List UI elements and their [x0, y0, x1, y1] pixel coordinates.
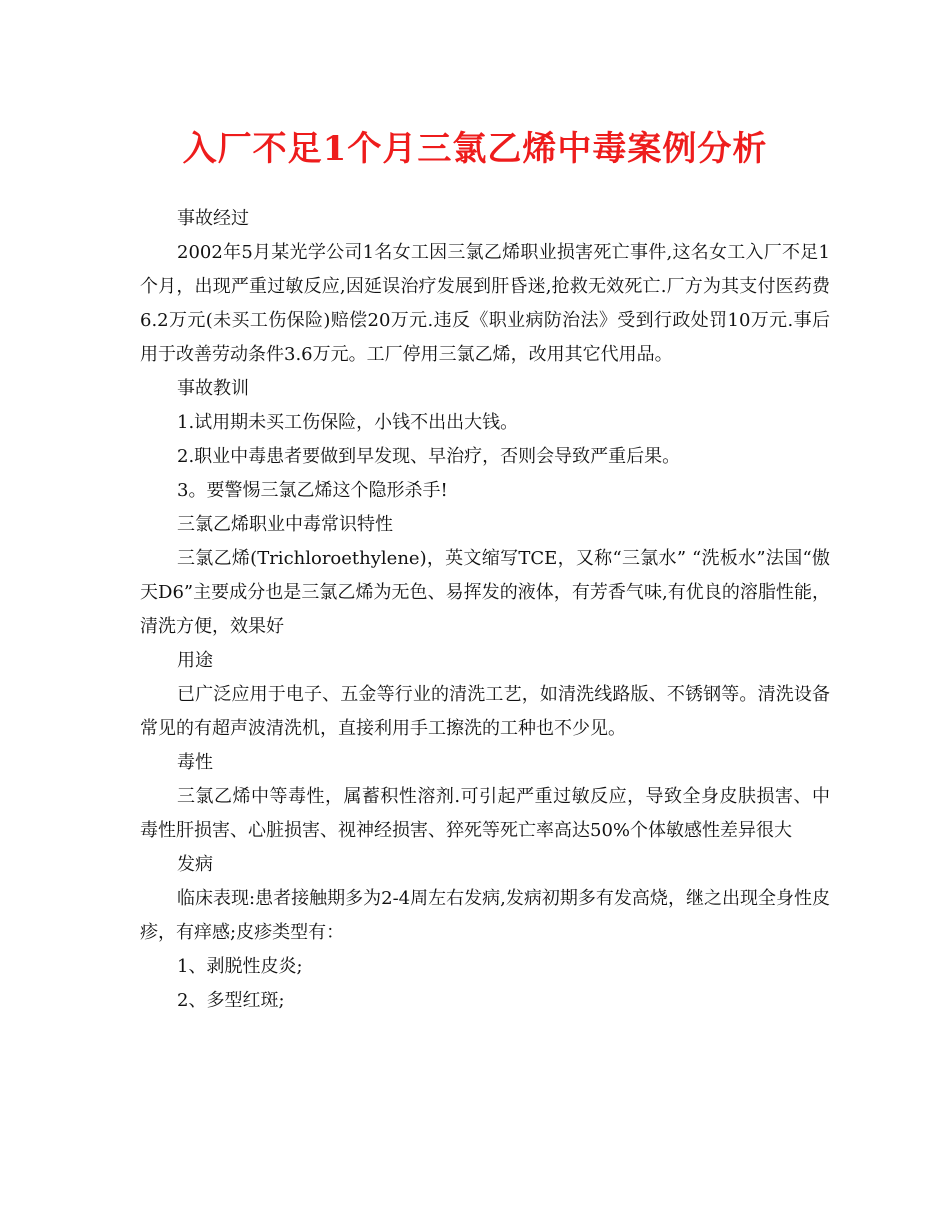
document-title: 入厂不足1个月三氯乙烯中毒案例分析 [182, 129, 768, 169]
document-body [140, 202, 830, 1018]
paragraph-usage: 已广泛应用于电子、五金等行业的清洗工艺，如清洗线路版、不锈钢等。清洗设备常见的有超声波清洗机，直接利用手工擦洗的工种也不少见。 [140, 684, 830, 739]
paragraph-accident-description: 2002年5月某光学公司1名女工因三氯乙烯职业损害死亡事件,这名女工入厂不足1个月，出现严重过敏反应,因延误治疗发展到肝昏迷,抢救无效死亡.厂方为其支付医药费6.2万元(未买工伤保险)赔偿20万元.违反《职业病防治法》受到行政处罚10万元.事后用于改善劳动条件3.6万元。工厂停用三氯乙烯，改用其它代用品。 [140, 242, 830, 365]
list-item-lesson-3: 3。要警惕三氯乙烯这个隐形杀手! [177, 480, 448, 501]
section-heading-properties: 三氯乙烯职业中毒常识特性 [177, 514, 393, 535]
list-item-lesson-2: 2.职业中毒患者要做到早发现、早治疗，否则会导致严重后果。 [177, 446, 681, 467]
section-heading-usage: 用途 [177, 650, 213, 671]
list-item-rash-1: 1、剥脱性皮炎; [177, 956, 303, 977]
section-heading-toxicity: 毒性 [177, 752, 213, 773]
list-item-lesson-1: 1.试用期未买工伤保险，小钱不出出大钱。 [177, 412, 519, 433]
section-heading-onset: 发病 [177, 854, 213, 875]
list-item-rash-2: 2、多型红斑; [177, 990, 285, 1011]
paragraph-toxicity: 三氯乙烯中等毒性，属蓄积性溶剂.可引起严重过敏反应，导致全身皮肤损害、中毒性肝损害、心脏损害、视神经损害、猝死等死亡率高达50%个体敏感性差异很大 [140, 786, 830, 841]
paragraph-properties: 三氯乙烯(Trichloroethylene)，英文缩写TCE，又称“三氯水” “洗板水”法国“傲天D6”主要成分也是三氯乙烯为无色、易挥发的液体，有芳香气味,有优良的溶脂性能，清洗方便，效果好 [140, 548, 830, 637]
section-heading-accident: 事故经过 [177, 208, 249, 229]
paragraph-clinical: 临床表现:患者接触期多为2-4周左右发病,发病初期多有发高烧，继之出现全身性皮疹，有痒感;皮疹类型有： [140, 888, 830, 943]
section-heading-lessons: 事故教训 [177, 378, 249, 399]
